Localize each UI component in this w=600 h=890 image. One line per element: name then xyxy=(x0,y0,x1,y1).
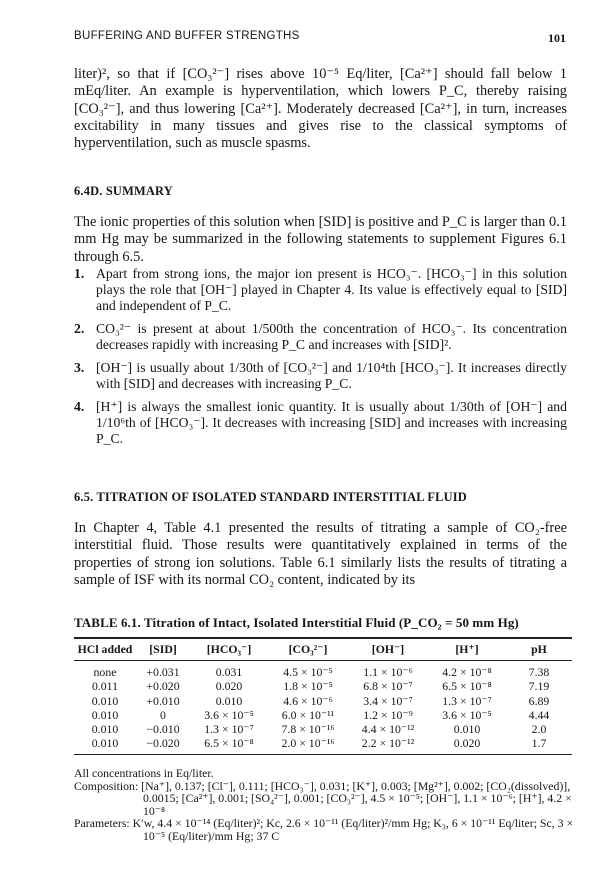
table-cell: 0.010 xyxy=(453,722,481,737)
summary-statement xyxy=(74,399,567,447)
table-cell: −0.010 xyxy=(146,722,180,737)
paragraph-continued: liter)², so that if [CO₃²⁻] rises above 10⁻⁵ Eq/liter, [Ca²⁺] should fall below 1 mEq/liter. An example is hyperventilation, which lowers P_C, thereby raising [CO₃²⁻], and thus lowering [Ca²⁺]. Moderately decreased [Ca²⁺], in turn, increases excitability in many tissues and gives rise to the classical symptoms of hyperventilation, such as muscle spasms. xyxy=(74,66,567,152)
list-marker: 2. xyxy=(74,321,85,336)
table-cell: 6.0 × 10⁻¹¹ xyxy=(281,707,335,722)
table-cell: 7.38 xyxy=(528,665,550,679)
list-marker: 3. xyxy=(74,360,85,375)
table-cell: 1.2 × 10⁻⁹ xyxy=(363,707,413,722)
table-cell: 2.0 × 10⁻¹⁶ xyxy=(281,736,335,751)
summary-statements-list xyxy=(74,266,567,454)
table-row xyxy=(74,737,572,754)
table-header-row xyxy=(74,638,572,661)
statement-text: Apart from strong ions, the major ion present is HCO₃⁻. [HCO₃⁻] in this solution plays the role that [OH⁻] played in Chapter 4. Its value is effectively equal to [SID] and independent of P_C. xyxy=(96,266,567,313)
table-cell: 6.5 × 10⁻⁸ xyxy=(442,679,492,694)
table-cell: +0.031 xyxy=(146,665,180,679)
summary-intro-paragraph: The ionic properties of this solution when [SID] is positive and P_C is larger than 0.1 mm Hg may be summarized in the following statements to supplement Figures 6.1 through 6.5. xyxy=(74,214,567,265)
column-header: pH xyxy=(531,642,547,656)
table-cell: 2.2 × 10⁻¹² xyxy=(361,736,415,751)
table-cell: 2.0 xyxy=(531,722,547,737)
column-header: [H⁺] xyxy=(455,642,479,656)
running-head-title: BUFFERING AND BUFFER STRENGTHS xyxy=(74,30,300,42)
statement-text: [H⁺] is always the smallest ionic quantity. It is usually about 1/30th of [OH⁻] and 1/10⁶th of [HCO₃⁻]. It decreases with increasing [SID] and increases with increasing P_C. xyxy=(96,399,567,446)
table-cell: 6.5 × 10⁻⁸ xyxy=(204,736,254,751)
statement-text: [OH⁻] is usually about 1/30th of [CO₃²⁻] and 1/10⁴th [HCO₃⁻]. It increases directly with [SID] and decreases with increasing P_C. xyxy=(96,360,567,391)
table-cell: 4.4 × 10⁻¹² xyxy=(361,722,415,737)
table-cell: 6.8 × 10⁻⁷ xyxy=(363,679,413,694)
statement-text: CO₃²⁻ is present at about 1/500th the concentration of HCO₃⁻. Its concentration decreases rapidly with increasing P_C and increases with [SID]². xyxy=(96,321,567,352)
table-cell: 1.8 × 10⁻⁵ xyxy=(283,679,333,694)
table-cell: +0.020 xyxy=(146,679,180,694)
section-heading-titration: 6.5. TITRATION OF ISOLATED STANDARD INTERSTITIAL FLUID xyxy=(74,490,467,504)
table-cell: 0.011 xyxy=(91,679,119,694)
table-cell: +0.010 xyxy=(146,693,180,708)
table-cell: 3.6 × 10⁻⁵ xyxy=(204,707,254,722)
table-cell: 0.020 xyxy=(215,679,243,694)
table-note-units: All concentrations in Eq/liter. xyxy=(74,766,214,780)
table-row xyxy=(74,708,572,722)
table-cell: 7.8 × 10⁻¹⁶ xyxy=(281,722,335,737)
titration-paragraph: In Chapter 4, Table 4.1 presented the results of titrating a sample of CO₂-free interstitial fluid. Those results were quantitatively explained in terms of the properties of strong ion solutions. Table 6.1 similarly lists the results of titrating a sample of ISF with its normal CO₂ content, indicated by its xyxy=(74,520,567,588)
table-cell: 0.010 xyxy=(215,693,243,708)
table-cell: 1.3 × 10⁻⁷ xyxy=(442,693,492,708)
summary-statement xyxy=(74,266,567,314)
table-cell: 0.010 xyxy=(91,736,119,751)
titration-table xyxy=(74,637,572,756)
table-cell: 0.020 xyxy=(453,736,481,751)
table-caption: TABLE 6.1. Titration of Intact, Isolated Interstitial Fluid (P_CO₂ = 50 mm Hg) xyxy=(74,615,519,630)
table-row xyxy=(74,661,572,680)
table-row xyxy=(74,694,572,708)
table-cell: −0.020 xyxy=(146,736,180,751)
table-cell: none xyxy=(93,665,117,679)
summary-statement xyxy=(74,360,567,392)
page-number: 101 xyxy=(548,31,566,45)
table-bottom-rule xyxy=(74,754,572,756)
section-heading-summary: 6.4D. SUMMARY xyxy=(74,184,173,198)
summary-statement xyxy=(74,321,567,353)
column-header: [OH⁻] xyxy=(371,642,405,656)
table-cell: 0 xyxy=(160,707,166,722)
list-marker: 1. xyxy=(74,266,85,281)
table-cell: 6.89 xyxy=(528,693,550,708)
table-cell: 0.031 xyxy=(215,665,243,679)
table-cell: 4.44 xyxy=(528,707,550,722)
column-header: [SID] xyxy=(149,642,177,656)
table-cell: 0.010 xyxy=(91,722,119,737)
table-cell: 1.1 × 10⁻⁶ xyxy=(363,665,413,679)
running-head xyxy=(74,30,566,48)
table-note-parameters: Parameters: K′w, 4.4 × 10⁻¹⁴ (Eq/liter)²; Kc, 2.6 × 10⁻¹¹ (Eq/liter)²/mm Hg; K₃, 6 × 10⁻¹¹ Eq/liter; Sc, 3 × 10⁻⁵ (Eq/liter)/mm Hg; 37 C xyxy=(74,816,574,843)
column-header: HCl added xyxy=(77,642,133,656)
table-cell: 0.010 xyxy=(91,707,119,722)
table-row xyxy=(74,723,572,737)
column-header: [CO₃²⁻] xyxy=(288,642,328,656)
column-header: [HCO₃⁻] xyxy=(206,642,252,656)
table-cell: 1.7 xyxy=(531,736,547,751)
table-row xyxy=(74,680,572,694)
table-cell: 3.4 × 10⁻⁷ xyxy=(363,693,413,708)
table-note-composition: Composition: [Na⁺], 0.137; [Cl⁻], 0.111; [HCO₃⁻], 0.031; [K⁺], 0.003; [Mg²⁺], 0.002; [CO₂(dissolved)], 0.0015; [Ca²⁺], 0.001; [SO₄²⁻], 0.001; [CO₃²⁻], 4.5 × 10⁻⁵; [OH⁻], 1.1 × 10⁻⁶; [H⁺], 4.2 × 10⁻⁸ xyxy=(74,778,572,818)
table-cell: 3.6 × 10⁻⁵ xyxy=(442,707,492,722)
table-cell: 4.2 × 10⁻⁸ xyxy=(442,665,492,679)
table-cell: 0.010 xyxy=(91,693,119,708)
list-marker: 4. xyxy=(74,399,85,414)
table-cell: 4.5 × 10⁻⁵ xyxy=(283,665,333,679)
table-cell: 4.6 × 10⁻⁶ xyxy=(283,693,333,708)
table-notes xyxy=(74,767,574,843)
table-cell: 1.3 × 10⁻⁷ xyxy=(204,722,254,737)
table-cell: 7.19 xyxy=(528,679,550,694)
